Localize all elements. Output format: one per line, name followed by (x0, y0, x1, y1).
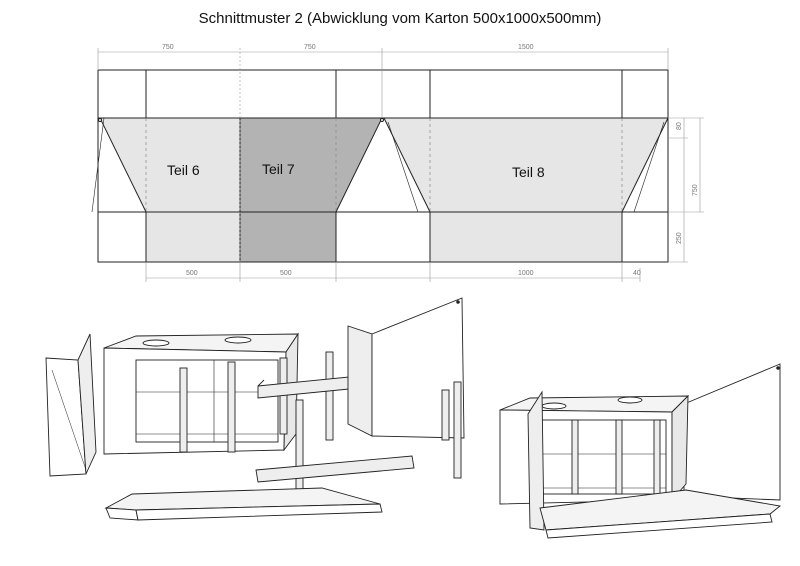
assembled-view (500, 364, 780, 538)
part-label-teil7: Teil 7 (262, 161, 295, 177)
panel-teil6 (100, 118, 240, 262)
exploded-view (46, 298, 464, 520)
dim-bottom-1000: 1000 (518, 270, 534, 277)
dim-bottom-40: 40 (633, 270, 641, 277)
dim-right-80: 80 (676, 122, 683, 130)
dim-top-1500: 1500 (518, 44, 534, 51)
dim-top-750-a: 750 (162, 44, 174, 51)
dim-top-750-b: 750 (304, 44, 316, 51)
dim-right-250: 250 (676, 232, 683, 244)
dim-bottom-500-b: 500 (280, 270, 292, 277)
panel-teil7 (240, 118, 382, 262)
part-label-teil8: Teil 8 (512, 164, 545, 180)
dim-bottom-500-a: 500 (186, 270, 198, 277)
dim-right-750: 750 (692, 184, 699, 196)
diagram-title: Schnittmuster 2 (Abwicklung vom Karton 500x1000x500mm) (198, 10, 602, 27)
part-label-teil6: Teil 6 (167, 162, 200, 178)
